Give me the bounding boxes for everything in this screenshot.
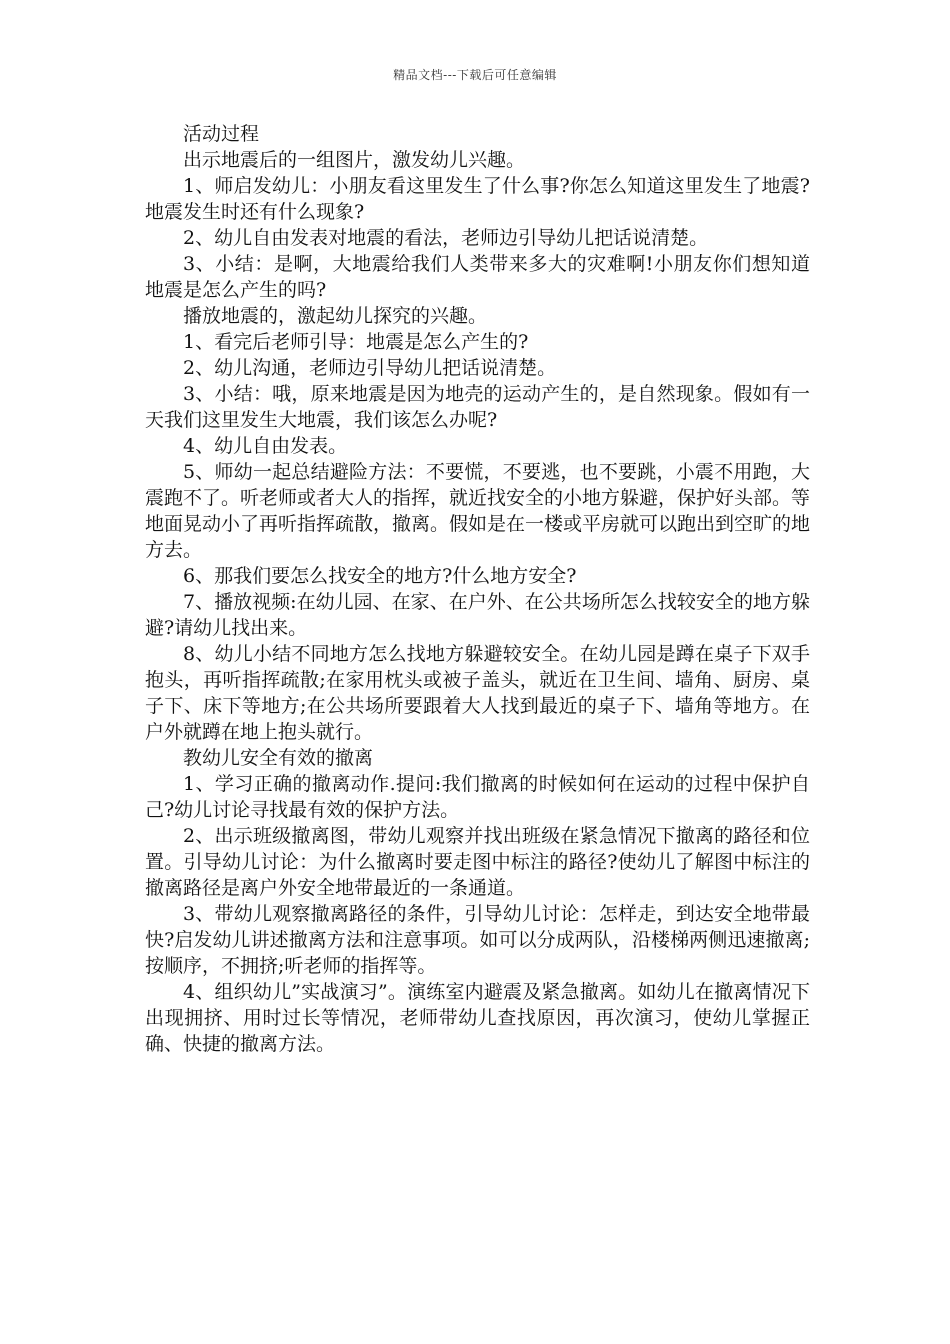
paragraph: 6、那我们要怎么找安全的地方?什么地方安全? [183, 565, 577, 587]
paragraph: 2、幼儿沟通，老师边引导幼儿把话说清楚。 [183, 357, 557, 379]
paragraph: 5、师幼一起总结避险方法：不要慌，不要逃，也不要跳，小震不用跑，大震跑不了。听老师或者大人的指挥，就近找安全的小地方躲避，保护好头部。等地面晃动小了再听指挥疏散，撤离。假如是在一楼或平房就可以跑出到空旷的地方去。 [145, 461, 811, 561]
paragraph: 1、看完后老师引导：地震是怎么产生的? [183, 331, 529, 353]
document-body [145, 121, 810, 1057]
paragraph: 出示地震后的一组图片，激发幼儿兴趣。 [183, 149, 526, 171]
paragraph: 3、小结：哦，原来地震是因为地壳的运动产生的，是自然现象。假如有一天我们这里发生大地震，我们该怎么办呢? [145, 383, 810, 431]
paragraph: 4、组织幼儿”实战演习”。演练室内避震及紧急撤离。如幼儿在撤离情况下出现拥挤、用时过长等情况，老师带幼儿查找原因，再次演习，使幼儿掌握正确、快捷的撤离方法。 [145, 981, 810, 1055]
paragraph: 3、带幼儿观察撤离路径的条件，引导幼儿讨论：怎样走，到达安全地带最快?启发幼儿讲述撤离方法和注意事项。如可以分成两队，沿楼梯两侧迅速撤离;按顺序，不拥挤;听老师的指挥等。 [145, 903, 810, 977]
section-heading-evacuation: 教幼儿安全有效的撤离 [183, 747, 374, 769]
page-header: 精品文档---下载后可任意编辑 [393, 68, 557, 82]
paragraph: 4、幼儿自由发表。 [183, 435, 348, 457]
paragraph: 1、学习正确的撤离动作.提问:我们撤离的时候如何在运动的过程中保护自己?幼儿讨论寻找最有效的保护方法。 [145, 773, 810, 821]
paragraph: 1、师启发幼儿：小朋友看这里发生了什么事?你怎么知道这里发生了地震?地震发生时还有什么现象? [145, 175, 810, 223]
section-heading-activity-process: 活动过程 [183, 123, 260, 145]
paragraph: 3、小结：是啊，大地震给我们人类带来多大的灾难啊!小朋友你们想知道地震是怎么产生的吗? [145, 253, 810, 301]
paragraph: 2、幼儿自由发表对地震的看法，老师边引导幼儿把话说清楚。 [183, 227, 709, 249]
paragraph: 8、幼儿小结不同地方怎么找地方躲避较安全。在幼儿园是蹲在桌子下双手抱头，再听指挥疏散;在家用枕头或被子盖头，就近在卫生间、墙角、厨房、桌子下、床下等地方;在公共场所要跟着大人找到最近的桌子下、墙角等地方。在户外就蹲在地上抱头就行。 [145, 643, 810, 743]
paragraph: 播放地震的，激起幼儿探究的兴趣。 [183, 305, 488, 327]
paragraph: 7、播放视频:在幼儿园、在家、在户外、在公共场所怎么找较安全的地方躲避?请幼儿找出来。 [145, 591, 810, 639]
paragraph: 2、出示班级撤离图，带幼儿观察并找出班级在紧急情况下撤离的路径和位置。引导幼儿讨论：为什么撤离时要走图中标注的路径?使幼儿了解图中标注的撤离路径是离户外安全地带最近的一条通道。 [145, 825, 810, 899]
